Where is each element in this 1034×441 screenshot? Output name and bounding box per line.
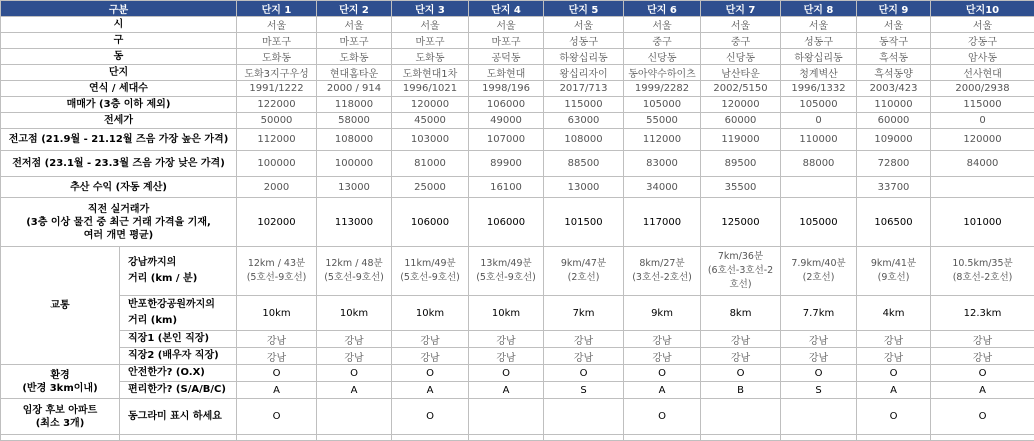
row-label: [120, 296, 237, 331]
value-cell: 25000: [392, 177, 469, 198]
header-row: [1, 1, 1034, 17]
value-cell: 청계벽산: [781, 65, 857, 81]
value-cell: [237, 247, 317, 296]
value-cell: A: [392, 382, 469, 399]
value-cell: 110000: [781, 129, 857, 151]
value-cell: 105000: [781, 97, 857, 113]
candidate-cell: [317, 399, 392, 435]
value-cell: 118000: [317, 97, 392, 113]
row-jeonse: [1, 113, 1034, 129]
value-cell: 도화동: [317, 49, 392, 65]
value-cell: [931, 177, 1034, 198]
value-cell: 0: [781, 113, 857, 129]
candidate-cell: O: [857, 399, 931, 435]
group-label-traffic: 교통: [1, 247, 120, 365]
row-label: 시: [1, 17, 237, 33]
value-cell: 마포구: [392, 33, 469, 49]
value-cell: 서울: [237, 17, 317, 33]
value-cell: 1991/1222: [237, 81, 317, 97]
value-cell: 16100: [469, 177, 544, 198]
value-cell: 7km: [544, 296, 624, 331]
row-label: 연식 / 세대수: [1, 81, 237, 97]
value-cell: 100000: [237, 151, 317, 177]
value-cell: 남산타운: [701, 65, 781, 81]
value-cell: 110000: [857, 97, 931, 113]
value-cell-line: 12km / 43분: [248, 258, 305, 269]
empty-cell: [317, 435, 392, 441]
row-label-line: 거리 (km): [128, 315, 177, 326]
value-cell-line: 12km / 48분: [325, 258, 382, 269]
value-cell: 도화현대: [469, 65, 544, 81]
row-traffic-job2: [1, 348, 1034, 365]
row-label: [1, 198, 237, 247]
value-cell-line: 9km/41분: [871, 258, 916, 269]
value-cell: A: [931, 382, 1034, 399]
value-cell: 2000: [237, 177, 317, 198]
value-cell: 도화3지구우성: [237, 65, 317, 81]
value-cell: 10km: [237, 296, 317, 331]
value-cell-line: (9호선): [878, 272, 910, 283]
row-label: 단지: [1, 65, 237, 81]
col-header: 단지 2: [317, 1, 392, 17]
value-cell: 115000: [544, 97, 624, 113]
value-cell: 공덕동: [469, 49, 544, 65]
value-cell: O: [624, 365, 701, 382]
row-label: 동그라미 표시 하세요: [120, 399, 237, 435]
value-cell: 마포구: [237, 33, 317, 49]
value-cell: 현대홈타운: [317, 65, 392, 81]
row-label: [120, 247, 237, 296]
value-cell: 도화동: [392, 49, 469, 65]
value-cell: 흑석동: [857, 49, 931, 65]
value-cell: [857, 247, 931, 296]
value-cell: 102000: [237, 198, 317, 247]
value-cell: 강남: [237, 331, 317, 348]
empty-cell: [1, 435, 120, 441]
row-year: [1, 81, 1034, 97]
row-label: 전고점 (21.9월 - 21.12월 즈음 가장 높은 가격): [1, 129, 237, 151]
row-env-conv: [1, 382, 1034, 399]
value-cell: 도화현대1차: [392, 65, 469, 81]
row-env-safe: [1, 365, 1034, 382]
value-cell: 120000: [931, 129, 1034, 151]
value-cell: 101000: [931, 198, 1034, 247]
col-header: 단지10: [931, 1, 1034, 17]
value-cell: [781, 247, 857, 296]
value-cell-line: 호선): [729, 279, 751, 290]
value-cell: 신당동: [701, 49, 781, 65]
row-label-line: 거리 (km / 분): [128, 273, 197, 284]
row-label: 직장1 (본인 직장): [120, 331, 237, 348]
col-header: 단지 7: [701, 1, 781, 17]
value-cell: 2002/5150: [701, 81, 781, 97]
value-cell: 103000: [392, 129, 469, 151]
value-cell: 강남: [931, 331, 1034, 348]
row-label: 편리한가? (S/A/B/C): [120, 382, 237, 399]
value-cell: 강동구: [931, 33, 1034, 49]
value-cell: A: [237, 382, 317, 399]
value-cell: 중구: [701, 33, 781, 49]
row-label-line: 여러 개면 평균): [84, 230, 154, 241]
value-cell: S: [544, 382, 624, 399]
empty-cell: [392, 435, 469, 441]
value-cell-line: (3호선-2호선): [632, 272, 692, 283]
value-cell: 2000/2938: [931, 81, 1034, 97]
value-cell: 83000: [624, 151, 701, 177]
value-cell: 106000: [469, 198, 544, 247]
empty-cell: [857, 435, 931, 441]
row-label-line: 직전 실거래가: [88, 204, 149, 215]
value-cell: A: [857, 382, 931, 399]
value-cell: 81000: [392, 151, 469, 177]
value-cell: 50000: [237, 113, 317, 129]
value-cell: 강남: [237, 348, 317, 365]
value-cell: 105000: [624, 97, 701, 113]
value-cell: 60000: [701, 113, 781, 129]
value-cell-line: 11km/49분: [404, 258, 455, 269]
value-cell: 33700: [857, 177, 931, 198]
value-cell-line: (5호선-9호선): [247, 272, 307, 283]
value-cell: 2000 / 914: [317, 81, 392, 97]
value-cell: 하왕십리동: [781, 49, 857, 65]
row-label: 전저점 (23.1월 - 23.3월 즈음 가장 낮은 가격): [1, 151, 237, 177]
candidate-cell: [544, 399, 624, 435]
value-cell-line: (5호선-9호선): [476, 272, 536, 283]
value-cell: [544, 247, 624, 296]
value-cell: 강남: [392, 348, 469, 365]
row-label-line: 강남까지의: [128, 257, 176, 268]
row-profit: [1, 177, 1034, 198]
value-cell: 0: [931, 113, 1034, 129]
value-cell: 84000: [931, 151, 1034, 177]
value-cell: 강남: [392, 331, 469, 348]
value-cell: 중구: [624, 33, 701, 49]
row-label: 매매가 (3층 이하 제외): [1, 97, 237, 113]
value-cell: 서울: [931, 17, 1034, 33]
row-high: [1, 129, 1034, 151]
value-cell: 101500: [544, 198, 624, 247]
value-cell: 10km: [317, 296, 392, 331]
value-cell: A: [469, 382, 544, 399]
value-cell: A: [317, 382, 392, 399]
value-cell: 115000: [931, 97, 1034, 113]
value-cell: 마포구: [469, 33, 544, 49]
col-header: 단지 6: [624, 1, 701, 17]
value-cell-line: 7km/36분: [718, 251, 763, 262]
value-cell-line: (2호선): [568, 272, 600, 283]
value-cell: 119000: [701, 129, 781, 151]
value-cell: 서울: [857, 17, 931, 33]
value-cell: 강남: [544, 331, 624, 348]
value-cell: 강남: [317, 348, 392, 365]
row-label: 전세가: [1, 113, 237, 129]
value-cell: 마포구: [317, 33, 392, 49]
row-traffic-gangnam: [1, 247, 1034, 296]
value-cell: 강남: [781, 348, 857, 365]
value-cell: [392, 247, 469, 296]
value-cell: O: [781, 365, 857, 382]
value-cell: 10km: [392, 296, 469, 331]
value-cell-line: (8호선-2호선): [953, 272, 1013, 283]
empty-cell: [781, 435, 857, 441]
value-cell: 8km: [701, 296, 781, 331]
group-label-candidate-line: 임장 후보 아파트: [23, 405, 98, 416]
value-cell: 신당동: [624, 49, 701, 65]
value-cell-line: (2호선): [803, 272, 835, 283]
value-cell-line: (5호선-9호선): [400, 272, 460, 283]
empty-cell: [120, 435, 237, 441]
row-traffic-job1: [1, 331, 1034, 348]
value-cell: 서울: [624, 17, 701, 33]
value-cell: 흑석동양: [857, 65, 931, 81]
value-cell: 120000: [701, 97, 781, 113]
value-cell: 106500: [857, 198, 931, 247]
value-cell-line: 8km/27분: [639, 258, 684, 269]
value-cell: 강남: [857, 331, 931, 348]
value-cell: [701, 247, 781, 296]
empty-cell: [469, 435, 544, 441]
value-cell: 109000: [857, 129, 931, 151]
value-cell-line: 7.9km/40분: [791, 258, 845, 269]
value-cell: 서울: [317, 17, 392, 33]
value-cell-line: (6호선-3호선-2: [708, 265, 773, 276]
row-label: 직장2 (배우자 직장): [120, 348, 237, 365]
row-label-line: (3층 이상 물건 중 최근 거래 가격을 기재,: [26, 217, 211, 228]
row-sale: [1, 97, 1034, 113]
value-cell: 성동구: [781, 33, 857, 49]
candidate-cell: O: [931, 399, 1034, 435]
value-cell: O: [469, 365, 544, 382]
value-cell: 100000: [317, 151, 392, 177]
value-cell: B: [701, 382, 781, 399]
value-cell: 88500: [544, 151, 624, 177]
row-danji: [1, 65, 1034, 81]
row-gu: [1, 33, 1034, 49]
value-cell: 서울: [781, 17, 857, 33]
value-cell: 강남: [469, 331, 544, 348]
header-category: 구분: [1, 1, 237, 17]
candidate-cell: O: [237, 399, 317, 435]
row-si: [1, 17, 1034, 33]
col-header: 단지 8: [781, 1, 857, 17]
value-cell: 서울: [392, 17, 469, 33]
value-cell: 1998/196: [469, 81, 544, 97]
value-cell: [317, 247, 392, 296]
value-cell: 72800: [857, 151, 931, 177]
value-cell: 34000: [624, 177, 701, 198]
value-cell: 서울: [544, 17, 624, 33]
value-cell: O: [931, 365, 1034, 382]
row-dong: [1, 49, 1034, 65]
value-cell: 강남: [624, 348, 701, 365]
value-cell: 13000: [544, 177, 624, 198]
value-cell: 강남: [317, 331, 392, 348]
value-cell: 107000: [469, 129, 544, 151]
value-cell: 89500: [701, 151, 781, 177]
value-cell: 강남: [624, 331, 701, 348]
row-label: 구: [1, 33, 237, 49]
value-cell: 9km: [624, 296, 701, 331]
value-cell: [781, 177, 857, 198]
value-cell: 동작구: [857, 33, 931, 49]
value-cell: 1999/2282: [624, 81, 701, 97]
col-header: 단지 1: [237, 1, 317, 17]
value-cell: 89900: [469, 151, 544, 177]
value-cell: 4km: [857, 296, 931, 331]
value-cell: 하왕십리동: [544, 49, 624, 65]
value-cell: 60000: [857, 113, 931, 129]
col-header: 단지 9: [857, 1, 931, 17]
col-header: 단지 5: [544, 1, 624, 17]
value-cell: O: [392, 365, 469, 382]
value-cell: 도화동: [237, 49, 317, 65]
value-cell: 55000: [624, 113, 701, 129]
value-cell: 12.3km: [931, 296, 1034, 331]
filler-row: [1, 435, 1034, 441]
group-label-candidate: [1, 399, 120, 435]
value-cell: 암사동: [931, 49, 1034, 65]
value-cell: 63000: [544, 113, 624, 129]
row-label-line: 반포한강공원까지의: [128, 299, 215, 310]
value-cell: 112000: [624, 129, 701, 151]
value-cell: O: [237, 365, 317, 382]
value-cell: 88000: [781, 151, 857, 177]
value-cell: O: [857, 365, 931, 382]
empty-cell: [544, 435, 624, 441]
candidate-cell: [781, 399, 857, 435]
value-cell: 1996/1021: [392, 81, 469, 97]
value-cell-line: 13km/49분: [480, 258, 531, 269]
row-traffic-hangang: [1, 296, 1034, 331]
candidate-cell: [469, 399, 544, 435]
value-cell: 성동구: [544, 33, 624, 49]
value-cell: 108000: [317, 129, 392, 151]
empty-cell: [931, 435, 1034, 441]
empty-cell: [237, 435, 317, 441]
value-cell: 강남: [857, 348, 931, 365]
value-cell: 117000: [624, 198, 701, 247]
value-cell: 10km: [469, 296, 544, 331]
value-cell: O: [701, 365, 781, 382]
row-candidate: [1, 399, 1034, 435]
value-cell: 1996/1332: [781, 81, 857, 97]
value-cell-line: 10.5km/35분: [952, 258, 1012, 269]
value-cell: 125000: [701, 198, 781, 247]
value-cell-line: (5호선-9호선): [324, 272, 384, 283]
value-cell: 서울: [701, 17, 781, 33]
value-cell: 서울: [469, 17, 544, 33]
candidate-cell: [701, 399, 781, 435]
value-cell: 13000: [317, 177, 392, 198]
value-cell: A: [624, 382, 701, 399]
value-cell: 강남: [701, 331, 781, 348]
value-cell: 강남: [781, 331, 857, 348]
value-cell: 강남: [469, 348, 544, 365]
value-cell: 122000: [237, 97, 317, 113]
value-cell: O: [317, 365, 392, 382]
value-cell: 동아약수하이츠: [624, 65, 701, 81]
row-label: 추산 수익 (자동 계산): [1, 177, 237, 198]
value-cell: 강남: [701, 348, 781, 365]
value-cell: 45000: [392, 113, 469, 129]
value-cell: 35500: [701, 177, 781, 198]
value-cell: [624, 247, 701, 296]
value-cell: 왕십리자이: [544, 65, 624, 81]
value-cell: 113000: [317, 198, 392, 247]
value-cell: 2017/713: [544, 81, 624, 97]
group-label-env-line: (반경 3km이내): [22, 383, 97, 394]
value-cell: 강남: [931, 348, 1034, 365]
group-label-candidate-line: (최소 3개): [36, 418, 85, 429]
row-label: 동: [1, 49, 237, 65]
value-cell: S: [781, 382, 857, 399]
value-cell: O: [544, 365, 624, 382]
empty-cell: [624, 435, 701, 441]
group-label-env-line: 환경: [50, 370, 69, 381]
value-cell: 106000: [392, 198, 469, 247]
value-cell: 2003/423: [857, 81, 931, 97]
value-cell: 120000: [392, 97, 469, 113]
empty-cell: [701, 435, 781, 441]
value-cell: 49000: [469, 113, 544, 129]
value-cell: 108000: [544, 129, 624, 151]
value-cell: 7.7km: [781, 296, 857, 331]
value-cell: 112000: [237, 129, 317, 151]
col-header: 단지 4: [469, 1, 544, 17]
row-label: 안전한가? (O.X): [120, 365, 237, 382]
candidate-cell: O: [624, 399, 701, 435]
group-label-env: [1, 365, 120, 399]
candidate-cell: O: [392, 399, 469, 435]
value-cell: [469, 247, 544, 296]
value-cell: 105000: [781, 198, 857, 247]
row-recent: [1, 198, 1034, 247]
value-cell: 106000: [469, 97, 544, 113]
row-low: [1, 151, 1034, 177]
value-cell-line: 9km/47분: [561, 258, 606, 269]
value-cell: 선사현대: [931, 65, 1034, 81]
col-header: 단지 3: [392, 1, 469, 17]
value-cell: 강남: [544, 348, 624, 365]
value-cell: [931, 247, 1034, 296]
value-cell: 58000: [317, 113, 392, 129]
